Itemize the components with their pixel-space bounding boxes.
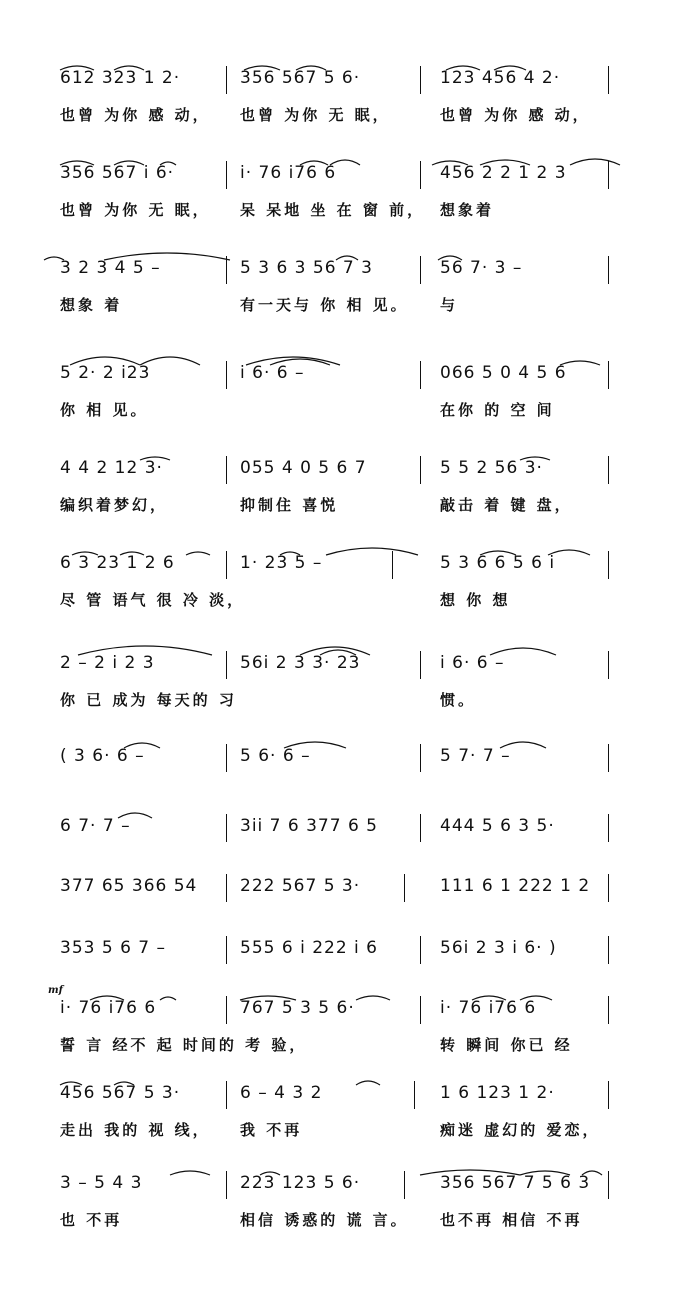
slur-arc — [186, 552, 210, 555]
notes-line — [0, 60, 673, 100]
lyric-phrase: 敲击 着 键 盘， — [440, 496, 573, 514]
measure-notes: 5 3 6 6 5 6 i — [440, 553, 556, 573]
score-system — [0, 738, 673, 818]
lyric-phrase: 与 — [440, 296, 459, 314]
measure-notes: 4 4 2 12 3· — [60, 458, 163, 478]
bar-line — [226, 161, 227, 189]
notes-line — [0, 990, 673, 1030]
lyric-phrase: 我 不再 — [240, 1121, 303, 1139]
measure-notes: 5 7· 7 – — [440, 746, 511, 766]
measure-notes: 356 567 i 6· — [60, 163, 175, 183]
measure-notes: 356 567 7 5 6 3 — [440, 1173, 591, 1193]
bar-line — [420, 256, 421, 284]
notes-line — [0, 645, 673, 685]
score-system — [0, 155, 673, 235]
lyrics-line — [0, 399, 673, 423]
measure-notes: 5 2· 2 i23 — [60, 363, 151, 383]
bar-line — [608, 874, 609, 902]
score-system — [0, 990, 673, 1070]
measure-notes: 353 5 6 7 – — [60, 938, 167, 958]
measure-notes: 456 567 5 3· — [60, 1083, 181, 1103]
measure-notes: 3 – 5 4 3 — [60, 1173, 143, 1193]
bar-line — [226, 814, 227, 842]
bar-line — [420, 651, 421, 679]
measure-notes: 3ii 7 6 377 6 5 — [240, 816, 378, 836]
score-system — [0, 1075, 673, 1155]
lyric-phrase: 痴迷 虚幻的 爱恋， — [440, 1121, 601, 1139]
notes-line — [0, 1165, 673, 1205]
bar-line — [608, 1171, 609, 1199]
slur-arc — [160, 997, 176, 1000]
measure-notes: i· 76 i76 6 — [440, 998, 537, 1018]
bar-line — [414, 1081, 415, 1109]
bar-line — [226, 651, 227, 679]
lyric-phrase: 想象着 — [440, 201, 495, 219]
notes-line — [0, 545, 673, 585]
measure-notes: 066 5 0 4 5 6 — [440, 363, 567, 383]
notes-line — [0, 450, 673, 490]
bar-line — [420, 361, 421, 389]
lyric-phrase: 也曾 为你 感 动， — [60, 106, 211, 124]
lyric-phrase: 抑制住 喜悦 — [240, 496, 339, 514]
bar-line — [608, 256, 609, 284]
bar-line — [226, 256, 227, 284]
notes-line — [0, 1075, 673, 1115]
bar-line — [226, 551, 227, 579]
measure-notes: 612 323 1 2· — [60, 68, 181, 88]
score-system — [0, 545, 673, 625]
bar-line — [226, 996, 227, 1024]
bar-line — [226, 1081, 227, 1109]
lyric-phrase: 呆 呆地 坐 在 窗 前， — [240, 201, 426, 219]
bar-line — [226, 456, 227, 484]
notes-line — [0, 738, 673, 778]
lyric-phrase: 誓 言 经不 起 时间的 考 验， — [60, 1036, 308, 1054]
lyric-phrase: 有一天与 你 相 见。 — [240, 296, 409, 314]
lyrics-line — [0, 294, 673, 318]
bar-line — [608, 1081, 609, 1109]
lyric-phrase: 惯。 — [440, 691, 477, 709]
lyric-phrase: 想 你 想 — [440, 591, 511, 609]
measure-notes: 56i 2 3 3· 23 — [240, 653, 361, 673]
measure-notes: 222 567 5 3· — [240, 876, 361, 896]
score-system — [0, 250, 673, 330]
bar-line — [226, 66, 227, 94]
bar-line — [608, 456, 609, 484]
lyric-phrase: 也不再 相信 不再 — [440, 1211, 583, 1229]
notes-line — [0, 930, 673, 970]
measure-notes: 56 7· 3 – — [440, 258, 523, 278]
bar-line — [226, 936, 227, 964]
notes-line — [0, 868, 673, 908]
measure-notes: 5 6· 6 – — [240, 746, 311, 766]
lyrics-line — [0, 494, 673, 518]
lyric-phrase: 你 已 成为 每天的 习 — [60, 691, 237, 709]
bar-line — [420, 814, 421, 842]
bar-line — [420, 456, 421, 484]
measure-notes: 1 6 123 1 2· — [440, 1083, 555, 1103]
lyrics-line — [0, 1209, 673, 1233]
notes-line — [0, 155, 673, 195]
measure-notes: 111 6 1 222 1 2 — [440, 876, 591, 896]
measure-notes: 1· 23 5 – — [240, 553, 323, 573]
measure-notes: 456 2 2 1 2 3 — [440, 163, 567, 183]
bar-line — [420, 66, 421, 94]
bar-line — [226, 874, 227, 902]
lyric-phrase: 编织着梦幻， — [60, 496, 169, 514]
measure-notes: 123 456 4 2· — [440, 68, 561, 88]
bar-line — [608, 936, 609, 964]
lyric-phrase: 尽 管 语气 很 冷 淡， — [60, 591, 246, 609]
score-system — [0, 645, 673, 725]
lyric-phrase: 相信 诱惑的 谎 言。 — [240, 1211, 409, 1229]
bar-line — [420, 161, 421, 189]
lyrics-line — [0, 1034, 673, 1058]
measure-notes: ( 3 6· 6 – — [60, 746, 145, 766]
bar-line — [608, 66, 609, 94]
measure-notes: 3 2 3 4 5 – — [60, 258, 161, 278]
notes-line — [0, 250, 673, 290]
bar-line — [226, 361, 227, 389]
score-system — [0, 1165, 673, 1245]
notes-line — [0, 808, 673, 848]
lyrics-line — [0, 199, 673, 223]
bar-line — [420, 936, 421, 964]
lyric-phrase: 也曾 为你 感 动， — [440, 106, 591, 124]
lyric-phrase: 也 不再 — [60, 1211, 123, 1229]
bar-line — [608, 814, 609, 842]
lyric-phrase: 转 瞬间 你已 经 — [440, 1036, 573, 1054]
measure-notes: 555 6 i 222 i 6 — [240, 938, 378, 958]
bar-line — [608, 651, 609, 679]
bar-line — [404, 874, 405, 902]
bar-line — [226, 1171, 227, 1199]
bar-line — [420, 996, 421, 1024]
bar-line — [608, 996, 609, 1024]
slur-arc — [170, 1171, 210, 1175]
lyric-phrase: 想象 着 — [60, 296, 123, 314]
measure-notes: 055 4 0 5 6 7 — [240, 458, 367, 478]
measure-notes: 5 5 2 56 3· — [440, 458, 543, 478]
measure-notes: 356 567 5 6· — [240, 68, 361, 88]
notes-line — [0, 355, 673, 395]
bar-line — [608, 161, 609, 189]
score-system — [0, 450, 673, 530]
measure-notes: 377 65 366 54 — [60, 876, 198, 896]
measure-notes: i 6· 6 – — [440, 653, 505, 673]
measure-notes: 5 3 6 3 56 7 3 — [240, 258, 373, 278]
bar-line — [404, 1171, 405, 1199]
bar-line — [420, 744, 421, 772]
measure-notes: 767 5 3 5 6· — [240, 998, 355, 1018]
measure-notes: 6 – 4 3 2 — [240, 1083, 323, 1103]
bar-line — [608, 551, 609, 579]
measure-notes: 2 – 2 i 2 3 — [60, 653, 155, 673]
lyric-phrase: 走出 我的 视 线， — [60, 1121, 211, 1139]
lyric-phrase: 也曾 为你 无 眠， — [60, 201, 211, 219]
measure-notes: 444 5 6 3 5· — [440, 816, 555, 836]
lyrics-line — [0, 689, 673, 713]
score-system — [0, 60, 673, 140]
lyrics-line — [0, 104, 673, 128]
dynamic-mf: mf — [48, 985, 63, 996]
measure-notes: 56i 2 3 i 6· ) — [440, 938, 557, 958]
lyric-phrase: 也曾 为你 无 眠， — [240, 106, 391, 124]
slur-arc — [326, 548, 418, 555]
bar-line — [608, 744, 609, 772]
lyric-phrase: 你 相 见。 — [60, 401, 149, 419]
lyrics-line — [0, 589, 673, 613]
bar-line — [226, 744, 227, 772]
measure-notes: 6 3 23 1 2 6 — [60, 553, 175, 573]
slur-arc — [356, 996, 390, 1000]
measure-notes: 223 123 5 6· — [240, 1173, 361, 1193]
slur-arc — [570, 159, 620, 165]
slur-arc — [356, 1081, 380, 1085]
bar-line — [392, 551, 393, 579]
lyric-phrase: 在你 的 空 间 — [440, 401, 555, 419]
bar-line — [608, 361, 609, 389]
score-system — [0, 355, 673, 435]
lyrics-line — [0, 782, 673, 806]
lyrics-line — [0, 1119, 673, 1143]
measure-notes: 6 7· 7 – — [60, 816, 131, 836]
measure-notes: i 6· 6 – — [240, 363, 305, 383]
measure-notes: i· 76 i76 6 — [60, 998, 157, 1018]
measure-notes: i· 76 i76 6 — [240, 163, 337, 183]
